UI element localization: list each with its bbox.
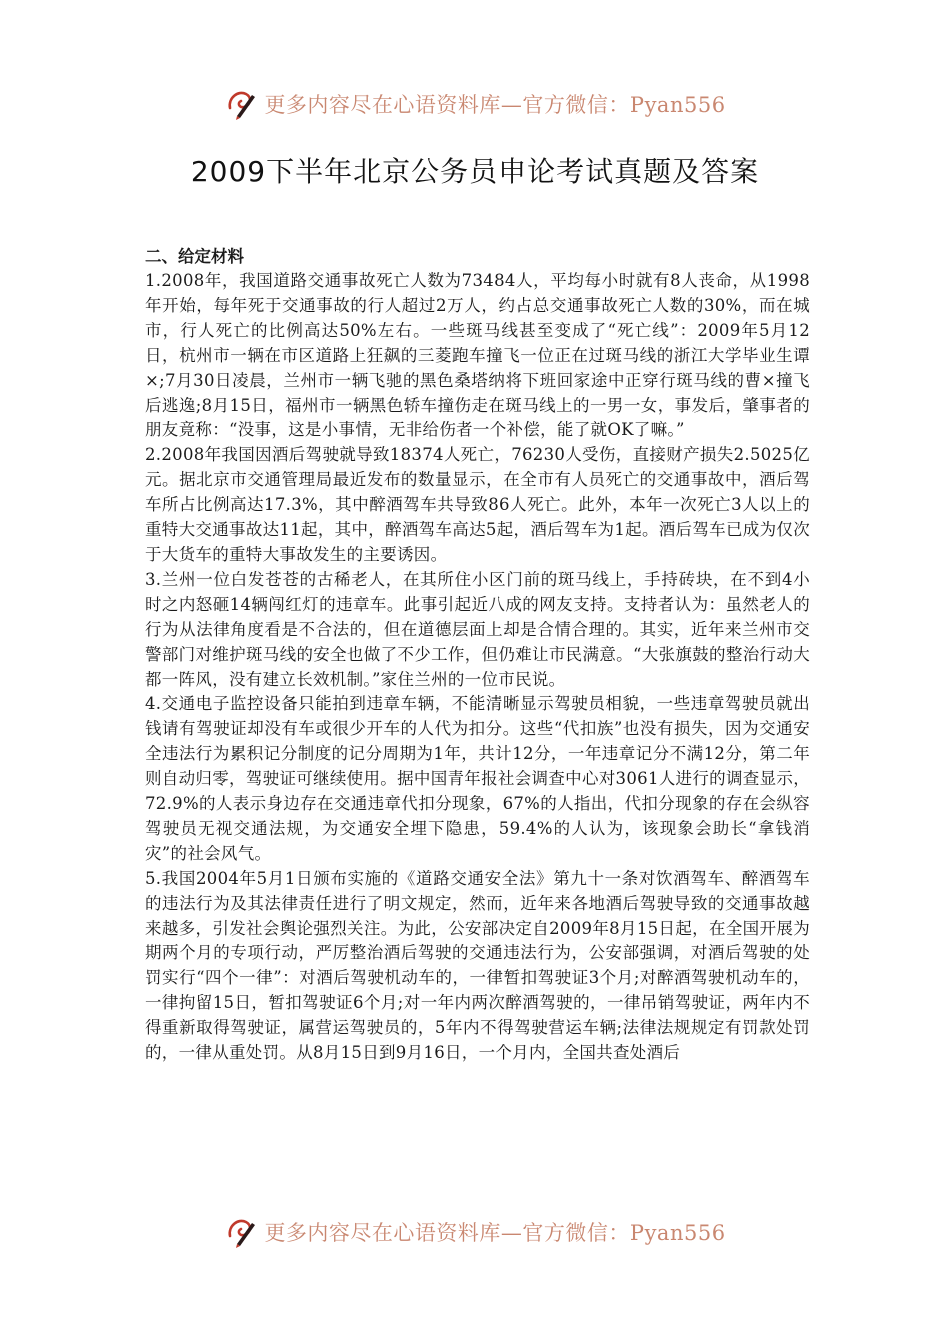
document-body (145, 244, 810, 1066)
watermark-banner-top (0, 84, 950, 124)
pen-swirl-logo-icon (224, 86, 260, 122)
watermark-banner-bottom (0, 1212, 950, 1252)
material-paragraph-1: 1.2008年，我国道路交通事故死亡人数为73484人，平均每小时就有8人丧命，从1998年开始，每年死于交通事故的行人超过2万人，约占总交通事故死亡人数的30%，而在城市，行人死亡的比例高达50%左右。一些斑马线甚至变成了“死亡线”：2009年5月12日，杭州市一辆在市区道路上狂飙的三菱跑车撞飞一位正在过斑马线的浙江大学毕业生谭×;7月30日凌晨，兰州市一辆飞驰的黑色桑塔纳将下班回家途中正穿行斑马线的曹×撞飞后逃逸;8月15日，福州市一辆黑色轿车撞伤走在斑马线上的一男一女，事发后，肇事者的朋友竟称：“没事，这是小事情，无非给伤者一个补偿，能了就OK了嘛。” (145, 271, 810, 440)
material-paragraph-2: 2.2008年我国因酒后驾驶就导致18374人死亡，76230人受伤，直接财产损失2.5025亿元。据北京市交通管理局最近发布的数量显示，在全市有人员死亡的交通事故中，酒后驾车所占比例高达17.3%，其中醉酒驾车共导致86人死亡。此外，本年一次死亡3人以上的重特大交通事故达11起，其中，醉酒驾车高达5起，酒后驾车为1起。酒后驾车已成为仅次于大货车的重特大事故发生的主要诱因。 (145, 445, 810, 564)
material-paragraph-4: 4.交通电子监控设备只能拍到违章车辆，不能清晰显示驾驶员相貌，一些违章驾驶员就出钱请有驾驶证却没有车或很少开车的人代为扣分。这些“代扣族”也没有损失，因为交通安全违法行为累积记分制度的记分周期为1年，共计12分，一年违章记分不满12分，第二年则自动归零，驾驶证可继续使用。据中国青年报社会调查中心对3061人进行的调查显示，72.9%的人表示身边存在交通违章代扣分现象，67%的人指出，代扣分现象的存在会纵容驾驶员无视交通法规，为交通安全埋下隐患，59.4%的人认为，该现象会助长“拿钱消灾”的社会风气。 (145, 694, 810, 863)
watermark-text: 更多内容尽在心语资料库—官方微信：Pyan556 (264, 93, 726, 117)
watermark-text: 更多内容尽在心语资料库—官方微信：Pyan556 (264, 1221, 726, 1245)
document-title: 2009下半年北京公务员申论考试真题及答案 (190, 155, 760, 188)
pen-swirl-logo-icon (224, 1214, 260, 1250)
section-heading: 二、给定材料 (145, 247, 244, 266)
material-paragraph-5: 5.我国2004年5月1日颁布实施的《道路交通安全法》第九十一条对饮酒驾车、醉酒驾车的违法行为及其法律责任进行了明文规定，然而，近年来各地酒后驾驶导致的交通事故越来越多，引发社会舆论强烈关注。为此，公安部决定自2009年8月15日起，在全国开展为期两个月的专项行动，严厉整治酒后驾驶的交通违法行为，公安部强调，对酒后驾驶的处罚实行“四个一律”：对酒后驾驶机动车的，一律暂扣驾驶证3个月;对醉酒驾驶机动车的，一律拘留15日，暂扣驾驶证6个月;对一年内两次醉酒驾驶的，一律吊销驾驶证，两年内不得重新取得驾驶证，属营运驾驶员的，5年内不得驾驶营运车辆;法律法规规定有罚款处罚的，一律从重处罚。从8月15日到9月16日，一个月内，全国共查处酒后 (145, 868, 810, 1063)
material-paragraph-3: 3.兰州一位白发苍苍的古稀老人，在其所住小区门前的斑马线上，手持砖块，在不到4小时之内怒砸14辆闯红灯的违章车。此事引起近八成的网友支持。支持者认为：虽然老人的行为从法律角度看是不合法的，但在道德层面上却是合情合理的。其实，近年来兰州市交警部门对维护斑马线的安全也做了不少工作，但仍难让市民满意。“大张旗鼓的整治行动大都一阵风，没有建立长效机制。”家住兰州的一位市民说。 (145, 569, 810, 689)
